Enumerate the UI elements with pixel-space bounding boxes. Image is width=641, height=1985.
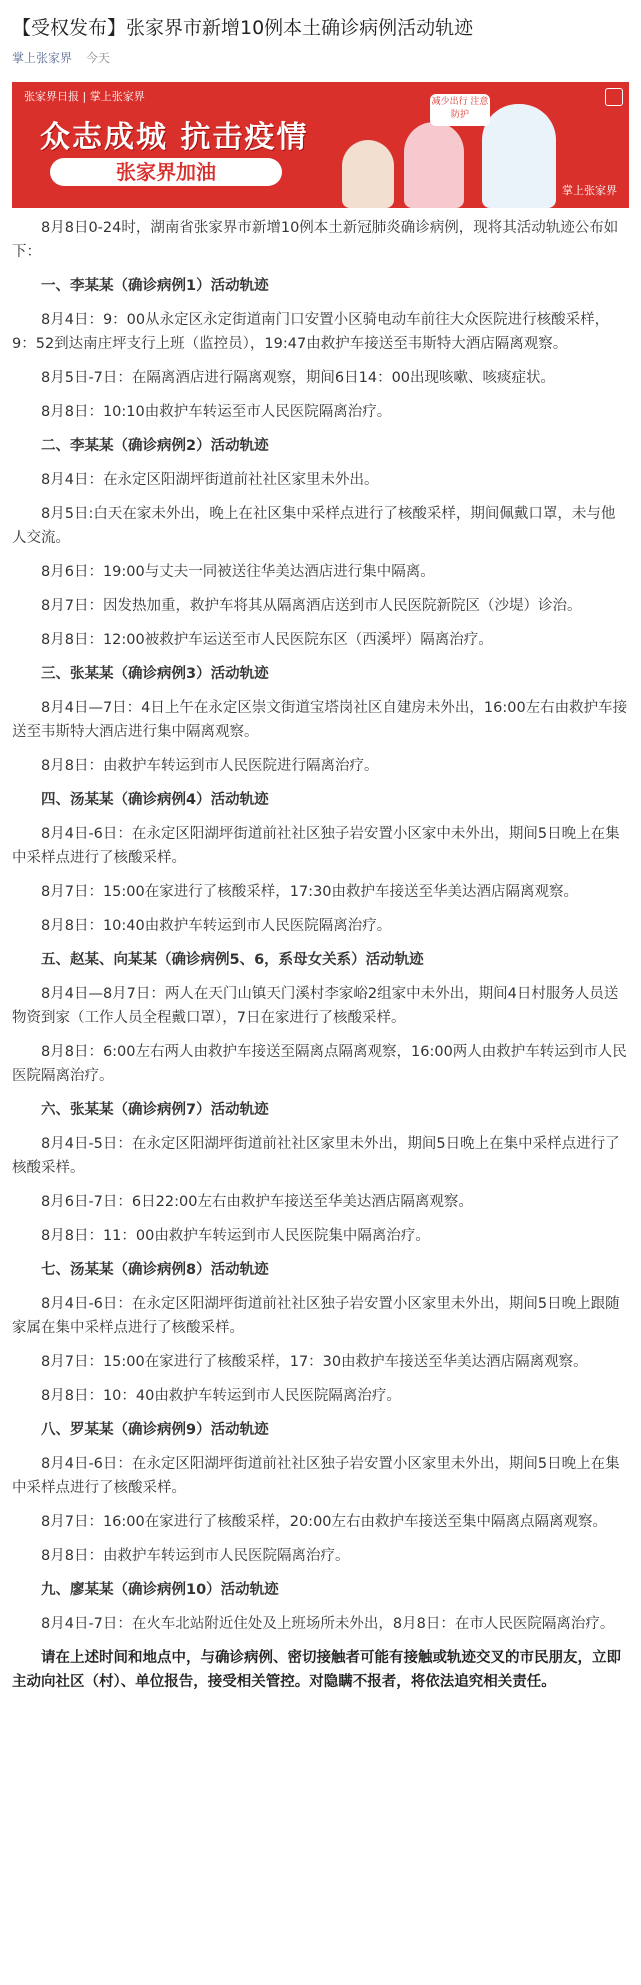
body-paragraph: 8月4日：在永定区阳湖坪街道前社社区家里未外出。 xyxy=(41,472,379,488)
doctor-illustration-icon xyxy=(482,104,556,208)
account-name-link[interactable]: 掌上张家界 xyxy=(12,51,73,65)
body-paragraph: 8月8日：10：40由救护车转运到市人民医院隔离治疗。 xyxy=(41,1388,401,1404)
body-paragraph: 8月7日：15:00在家进行了核酸采样，17：30由救护车接送至华美达酒店隔离观察。 xyxy=(41,1354,588,1370)
body-paragraph: 8月4日-5日：在永定区阳湖坪街道前社社区家里未外出，期间5日晚上在集中采样点进行了核酸采样。 xyxy=(12,1136,620,1176)
section-heading: 七、汤某某（确诊病例8）活动轨迹 xyxy=(41,1262,269,1278)
body-paragraph: 8月7日：因发热加重，救护车将其从隔离酒店送到市人民医院新院区（沙堤）诊治。 xyxy=(41,598,582,614)
body-paragraph: 8月4日-6日：在永定区阳湖坪街道前社社区独子岩安置小区家里未外出，期间5日晚上在集中采样点进行了核酸采样。 xyxy=(12,1456,620,1496)
section-heading: 四、汤某某（确诊病例4）活动轨迹 xyxy=(41,792,269,808)
expand-icon xyxy=(605,88,623,106)
body-paragraph: 8月4日：9：00从永定区永定街道南门口安置小区骑电动车前往大众医院进行核酸采样，9：52到达南庄坪支行上班（监控员），19:47由救护车接送至韦斯特大酒店隔离观察。 xyxy=(12,312,610,352)
body-paragraph: 8月5日-7日：在隔离酒店进行隔离观察，期间6日14：00出现咳嗽、咳痰症状。 xyxy=(41,370,556,386)
body-paragraph: 8月8日：6:00左右两人由救护车接送至隔离点隔离观察，16:00两人由救护车转运到市人民医院隔离治疗。 xyxy=(12,1044,627,1084)
notice-paragraph: 请在上述时间和地点中，与确诊病例、密切接触者可能有接触或轨迹交叉的市民朋友，立即主动向社区（村）、单位报告，接受相关管控。对隐瞒不报者，将依法追究相关责任。 xyxy=(12,1650,621,1690)
publish-date: 今天 xyxy=(85,51,110,65)
body-paragraph: 8月5日:白天在家未外出，晚上在社区集中采样点进行了核酸采样，期间佩戴口罩，未与他人交流。 xyxy=(12,506,616,546)
section-heading: 九、廖某某（确诊病例10）活动轨迹 xyxy=(41,1582,279,1598)
helper-illustration-icon xyxy=(342,140,394,208)
body-paragraph: 8月6日-7日：6日22:00左右由救护车接送至华美达酒店隔离观察。 xyxy=(41,1194,473,1210)
body-paragraph: 8月4日—8月7日：两人在天门山镇天门溪村李家峪2组家中未外出，期间4日村服务人员送物资到家（工作人员全程戴口罩），7日在家进行了核酸采样。 xyxy=(12,986,619,1026)
banner-cheer: 张家界加油 xyxy=(50,158,282,186)
section-heading: 二、李某某（确诊病例2）活动轨迹 xyxy=(41,438,269,454)
banner-logo: 张家界日报 | 掌上张家界 xyxy=(24,90,145,103)
nurse-illustration-icon xyxy=(404,122,464,208)
body-paragraph: 8月8日0-24时，湖南省张家界市新增10例本土新冠肺炎确诊病例，现将其活动轨迹公布如下： xyxy=(12,220,619,260)
body-paragraph: 8月4日-6日：在永定区阳湖坪街道前社社区独子岩安置小区家里未外出，期间5日晚上跟随家属在集中采样点进行了核酸采样。 xyxy=(12,1296,620,1336)
section-heading: 六、张某某（确诊病例7）活动轨迹 xyxy=(41,1102,269,1118)
banner-bubble: 减少出行 注意防护 xyxy=(430,94,490,126)
body-paragraph: 8月7日：15:00在家进行了核酸采样，17:30由救护车接送至华美达酒店隔离观察。 xyxy=(41,884,579,900)
cover-banner xyxy=(12,82,629,208)
body-paragraph: 8月8日：11：00由救护车转运到市人民医院集中隔离治疗。 xyxy=(41,1228,430,1244)
body-paragraph: 8月4日—7日：4日上午在永定区崇文街道宝塔岗社区自建房未外出，16:00左右由救护车接送至韦斯特大酒店进行集中隔离观察。 xyxy=(12,700,628,740)
section-heading: 五、赵某、向某某（确诊病例5、6，系母女关系）活动轨迹 xyxy=(41,952,424,968)
body-paragraph: 8月4日-7日：在火车北站附近住处及上班场所未外出，8月8日：在市人民医院隔离治疗。 xyxy=(41,1616,615,1632)
body-paragraph: 8月8日：由救护车转运到市人民医院隔离治疗。 xyxy=(41,1548,350,1564)
article-meta xyxy=(12,50,629,66)
banner-slogan: 众志成城 抗击疫情 xyxy=(40,120,309,155)
body-paragraph: 8月8日：10:10由救护车转运至市人民医院隔离治疗。 xyxy=(41,404,392,420)
article-title: 【受权发布】张家界市新增10例本土确诊病例活动轨迹 xyxy=(12,17,474,39)
body-paragraph: 8月8日：12:00被救护车运送至市人民医院东区（西溪坪）隔离治疗。 xyxy=(41,632,493,648)
section-heading: 八、罗某某（确诊病例9）活动轨迹 xyxy=(41,1422,269,1438)
body-paragraph: 8月8日：10:40由救护车转运到市人民医院隔离治疗。 xyxy=(41,918,392,934)
section-heading: 一、李某某（确诊病例1）活动轨迹 xyxy=(41,278,269,294)
article-body xyxy=(12,216,629,1694)
section-heading: 三、张某某（确诊病例3）活动轨迹 xyxy=(41,666,269,682)
banner-watermark: 掌上张家界 xyxy=(562,184,617,197)
body-paragraph: 8月7日：16:00在家进行了核酸采样，20:00左右由救护车接送至集中隔离点隔离观察。 xyxy=(41,1514,608,1530)
body-paragraph: 8月4日-6日：在永定区阳湖坪街道前社社区独子岩安置小区家中未外出，期间5日晚上在集中采样点进行了核酸采样。 xyxy=(12,826,620,866)
body-paragraph: 8月8日：由救护车转运到市人民医院进行隔离治疗。 xyxy=(41,758,379,774)
body-paragraph: 8月6日：19:00与丈夫一同被送往华美达酒店进行集中隔离。 xyxy=(41,564,435,580)
